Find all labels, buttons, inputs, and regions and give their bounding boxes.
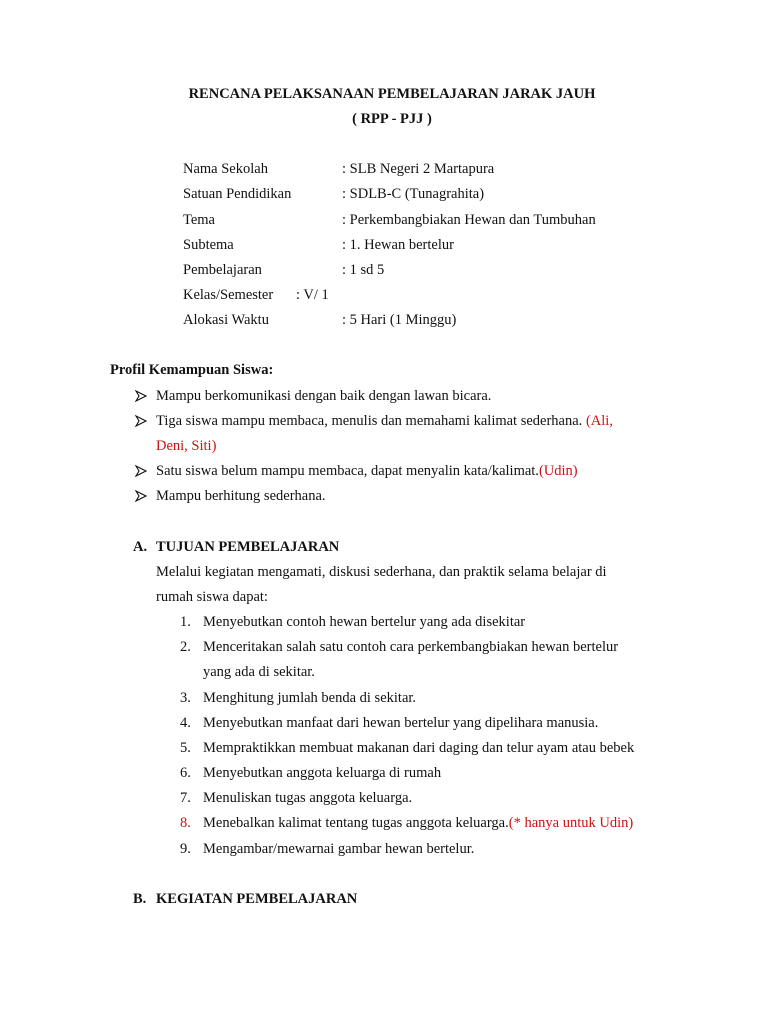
identity-label: Satuan Pendidikan (183, 186, 292, 202)
identity-value: : SLB Negeri 2 Martapura (342, 161, 495, 177)
identity-label: Nama Sekolah (183, 161, 268, 177)
objective-number: 9. (180, 841, 191, 857)
section-a-letter: A. (133, 539, 148, 555)
objective-number: 1. (180, 614, 191, 630)
objective-number: 3. (180, 690, 191, 706)
identity-label: Tema (183, 212, 215, 228)
identity-value: : Perkembangbiakan Hewan dan Tumbuhan (342, 212, 596, 228)
profile-item (156, 413, 613, 430)
profile-item-note: (Ali, (585, 413, 613, 429)
objective-text-continued: yang ada di sekitar. (203, 664, 315, 680)
objective-text: Menyebutkan anggota keluarga di rumah (203, 765, 442, 781)
objective-text: Menyebutkan contoh hewan bertelur yang ada disekitar (203, 614, 526, 630)
objective-text: Menuliskan tugas anggota keluarga. (203, 790, 413, 806)
objective-text-main: Menebalkan kalimat tentang tugas anggota keluarga. (203, 815, 509, 831)
identity-label: Pembelajaran (183, 262, 262, 278)
identity-label: Alokasi Waktu (183, 312, 269, 328)
profile-item (156, 463, 578, 480)
identity-value: : 1. Hewan bertelur (342, 237, 454, 253)
section-a-heading: TUJUAN PEMBELAJARAN (156, 539, 340, 555)
objective-text (203, 815, 633, 832)
arrowhead-bullet-icon (135, 490, 147, 502)
identity-value: : 1 sd 5 (342, 262, 385, 278)
objective-text: Menghitung jumlah benda di sekitar. (203, 690, 417, 706)
objective-number: 4. (180, 715, 191, 731)
objective-text: Menceritakan salah satu contoh cara perkembangbiakan hewan bertelur (203, 639, 619, 655)
objective-text: Mengambar/mewarnai gambar hewan bertelur. (203, 841, 475, 857)
objective-text: Mempraktikkan membuat makanan dari daging dan telur ayam atau bebek (203, 740, 635, 756)
profile-item-note-continued: Deni, Siti) (156, 438, 217, 454)
section-b-heading: KEGIATAN PEMBELAJARAN (156, 891, 358, 907)
profile-item-text: Satu siswa belum mampu membaca, dapat menyalin kata/kalimat. (156, 463, 539, 479)
arrowhead-bullet-icon (135, 390, 147, 402)
objective-number: 5. (180, 740, 191, 756)
identity-value: : V/ 1 (296, 287, 329, 303)
profile-item-note: (Udin) (538, 463, 578, 479)
section-a-intro-continued: rumah siswa dapat: (156, 589, 268, 605)
identity-label: Subtema (183, 237, 234, 253)
objective-number: 6. (180, 765, 191, 781)
objective-number: 7. (180, 790, 191, 806)
section-a-intro: Melalui kegiatan mengamati, diskusi sederhana, dan praktik selama belajar di (156, 564, 607, 580)
objective-text: Menyebutkan manfaat dari hewan bertelur yang dipelihara manusia. (203, 715, 599, 731)
section-b-letter: B. (133, 891, 147, 907)
identity-label: Kelas/Semester (183, 287, 274, 303)
objective-note: (* hanya untuk Udin) (508, 815, 634, 831)
arrowhead-bullet-icon (135, 465, 147, 477)
identity-value: : SDLB-C (Tunagrahita) (342, 186, 485, 202)
document-title: RENCANA PELAKSANAAN PEMBELAJARAN JARAK JAUH (188, 86, 596, 102)
document-subtitle: ( RPP - PJJ ) (352, 111, 432, 127)
identity-value: : 5 Hari (1 Minggu) (342, 312, 457, 328)
objective-number: 2. (180, 639, 191, 655)
profile-item: Mampu berkomunikasi dengan baik dengan lawan bicara. (156, 388, 492, 404)
objective-number: 8. (180, 815, 191, 831)
profile-heading: Profil Kemampuan Siswa: (110, 362, 274, 378)
profile-item-text: Tiga siswa mampu membaca, menulis dan memahami kalimat sederhana. (156, 413, 583, 429)
arrowhead-bullet-icon (135, 415, 147, 427)
profile-item: Mampu berhitung sederhana. (156, 488, 326, 504)
